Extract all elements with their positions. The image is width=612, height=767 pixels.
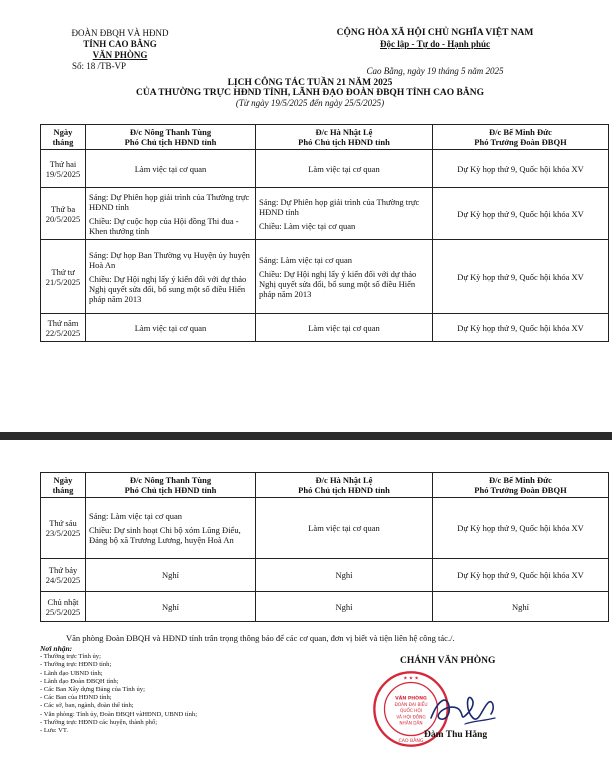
national-header xyxy=(300,28,570,50)
header-person-a: Đ/c Nông Thanh Tùng Phó Chủ tịch HĐND tỉnh xyxy=(86,473,256,498)
schedule-cell: Sáng: Dự Phiên họp giải trình của Thường trực HĐND tỉnh Chiều: Dự cuộc họp của Hội đồng Thi đua - Khen thưởng tỉnh xyxy=(86,188,256,240)
schedule-cell: Nghỉ xyxy=(256,559,433,592)
header-person-a: Đ/c Nông Thanh Tùng Phó Chủ tịch HĐND tỉnh xyxy=(86,125,256,150)
schedule-cell: Sáng: Làm việc tại cơ quan Chiều: Dự Hội nghị lấy ý kiến đối với dự thảo Nghị quyết sửa đổi, bổ sung một số điều Hiến pháp năm 2013 xyxy=(256,240,433,314)
recipients-block xyxy=(40,645,197,735)
notice-text: Văn phòng Đoàn ĐBQH và HĐND tỉnh trân trọng thông báo để các cơ quan, đơn vị biết và tiện liên hệ công tác./. xyxy=(66,633,455,643)
title-line-2: CỦA THƯỜNG TRỰC HĐND TỈNH, LÃNH ĐẠO ĐOÀN ĐBQH TỈNH CAO BẰNG xyxy=(135,88,485,98)
page-2 xyxy=(0,440,612,767)
table-header-row xyxy=(41,473,609,498)
schedule-cell: Dự Kỳ họp thứ 9, Quốc hội khóa XV xyxy=(433,559,609,592)
page-separator xyxy=(0,432,612,440)
table-row xyxy=(41,150,609,188)
recipient-item: - Văn phòng: Tỉnh ủy, Đoàn ĐBQH vàHĐND, UBND tỉnh; xyxy=(40,710,198,718)
table-row xyxy=(41,592,609,622)
national-motto: Độc lập - Tự do - Hạnh phúc xyxy=(379,39,490,49)
svg-text:VĂN PHÒNG: VĂN PHÒNG xyxy=(395,696,427,702)
day-cell: Thứ năm 22/5/2025 xyxy=(41,314,86,342)
nation-name: CỘNG HÒA XÃ HỘI CHỦ NGHĨA VIỆT NAM xyxy=(336,28,534,38)
recipient-item: - Thường trực HĐND tỉnh; xyxy=(40,661,112,669)
agency-line-3: VĂN PHÒNG xyxy=(92,50,148,60)
table-row xyxy=(41,188,609,240)
header-person-b: Đ/c Hà Nhật Lệ Phó Chủ tịch HĐND tỉnh xyxy=(256,473,433,498)
day-cell: Chủ nhật 25/5/2025 xyxy=(41,592,86,622)
document-number: Số: 18 /TB-VP xyxy=(72,61,127,71)
schedule-cell: Làm việc tại cơ quan xyxy=(86,150,256,188)
recipient-item: - Các Ban của HĐND tỉnh; xyxy=(40,694,112,702)
header-person-c: Đ/c Bế Minh Đức Phó Trưởng Đoàn ĐBQH xyxy=(433,473,609,498)
schedule-cell: Làm việc tại cơ quan xyxy=(86,314,256,342)
agency-line-2: TỈNH CAO BẰNG xyxy=(83,39,157,49)
table-row xyxy=(41,240,609,314)
schedule-cell: Làm việc tại cơ quan xyxy=(256,498,433,559)
schedule-cell: Làm việc tại cơ quan xyxy=(256,150,433,188)
svg-text:★ ★ ★: ★ ★ ★ xyxy=(403,676,419,682)
svg-text:QUỐC HỘI: QUỐC HỘI xyxy=(399,709,423,715)
schedule-cell: Dự Kỳ họp thứ 9, Quốc hội khóa XV xyxy=(433,150,609,188)
schedule-table-part-1 xyxy=(40,124,609,342)
header-day: Ngày tháng xyxy=(41,473,86,498)
recipient-item: - Lãnh đạo UBND tỉnh; xyxy=(40,669,103,677)
schedule-cell: Dự Kỳ họp thứ 9, Quốc hội khóa XV xyxy=(433,498,609,559)
schedule-cell: Nghỉ xyxy=(433,592,609,622)
signer-title: CHÁNH VĂN PHÒNG xyxy=(400,656,496,666)
header-person-c: Đ/c Bế Minh Đức Phó Trưởng Đoàn ĐBQH xyxy=(433,125,609,150)
title-line-1: LỊCH CÔNG TÁC TUẦN 21 NĂM 2025 xyxy=(227,78,393,88)
day-cell: Thứ bảy 24/5/2025 xyxy=(41,559,86,592)
day-cell: Thứ hai 19/5/2025 xyxy=(41,150,86,188)
schedule-cell: Sáng: Dự họp Ban Thường vụ Huyện ủy huyện Hoà An Chiều: Dự Hội nghị lấy ý kiến đối với dự thảo Nghị quyết sửa đổi, bổ sung một số điều Hiến pháp năm 2013 xyxy=(86,240,256,314)
recipient-item: - Các sở, ban, ngành, đoàn thể tỉnh; xyxy=(40,702,134,710)
recipient-item: - Thường trực HĐND các huyện, thành phố; xyxy=(40,718,158,726)
recipient-item: - Lãnh đạo Đoàn ĐBQH tỉnh; xyxy=(40,677,119,685)
recipient-item: - Lưu: VT. xyxy=(40,727,69,735)
schedule-table-part-2 xyxy=(40,472,609,622)
signature-icon xyxy=(425,688,500,733)
schedule-cell: Sáng: Làm việc tại cơ quan Chiều: Dự sinh hoạt Chi bộ xóm Lũng Điểu, Đảng bộ xã Trương Lương, huyện Hoà An xyxy=(86,498,256,559)
table-row xyxy=(41,498,609,559)
table-row xyxy=(41,314,609,342)
svg-text:CAO BẰNG: CAO BẰNG xyxy=(398,738,424,744)
recipient-item: - Thường trực Tỉnh ủy; xyxy=(40,653,101,661)
schedule-cell: Nghỉ xyxy=(86,592,256,622)
schedule-cell: Dự Kỳ họp thứ 9, Quốc hội khóa XV xyxy=(433,240,609,314)
svg-text:ĐOÀN ĐẠI BIỂU: ĐOÀN ĐẠI BIỂU xyxy=(394,702,428,708)
dateline: Cao Bằng, ngày 19 tháng 5 năm 2025 xyxy=(366,66,504,76)
table-row xyxy=(41,559,609,592)
day-cell: Thứ ba 20/5/2025 xyxy=(41,188,86,240)
document-title xyxy=(40,78,580,108)
svg-text:VÀ HỘI ĐỒNG: VÀ HỘI ĐỒNG xyxy=(396,715,426,721)
schedule-cell: Nghỉ xyxy=(86,559,256,592)
day-cell: Thứ tư 21/5/2025 xyxy=(41,240,86,314)
agency-header xyxy=(50,28,190,72)
table-header-row xyxy=(41,125,609,150)
signer-name: Đàm Thu Hằng xyxy=(424,730,488,740)
schedule-cell: Sáng: Dự Phiên họp giải trình của Thường trực HĐND tỉnh Chiều: Làm việc tại cơ quan xyxy=(256,188,433,240)
schedule-cell: Làm việc tại cơ quan xyxy=(256,314,433,342)
recipient-item: - Các Ban Xây dựng Đảng của Tỉnh ủy; xyxy=(40,686,145,694)
schedule-cell: Dự Kỳ họp thứ 9, Quốc hội khóa XV xyxy=(433,188,609,240)
day-cell: Thứ sáu 23/5/2025 xyxy=(41,498,86,559)
recipients-title: Nơi nhận: xyxy=(40,644,73,653)
agency-line-1: ĐOÀN ĐBQH VÀ HĐND xyxy=(71,28,169,38)
header-day: Ngày tháng xyxy=(41,125,86,150)
schedule-cell: Dự Kỳ họp thứ 9, Quốc hội khóa XV xyxy=(433,314,609,342)
title-date-range: (Từ ngày 19/5/2025 đến ngày 25/5/2025) xyxy=(235,98,385,108)
header-person-b: Đ/c Hà Nhật Lệ Phó Chủ tịch HĐND tỉnh xyxy=(256,125,433,150)
schedule-cell: Nghỉ xyxy=(256,592,433,622)
svg-text:NHÂN DÂN: NHÂN DÂN xyxy=(399,721,423,727)
